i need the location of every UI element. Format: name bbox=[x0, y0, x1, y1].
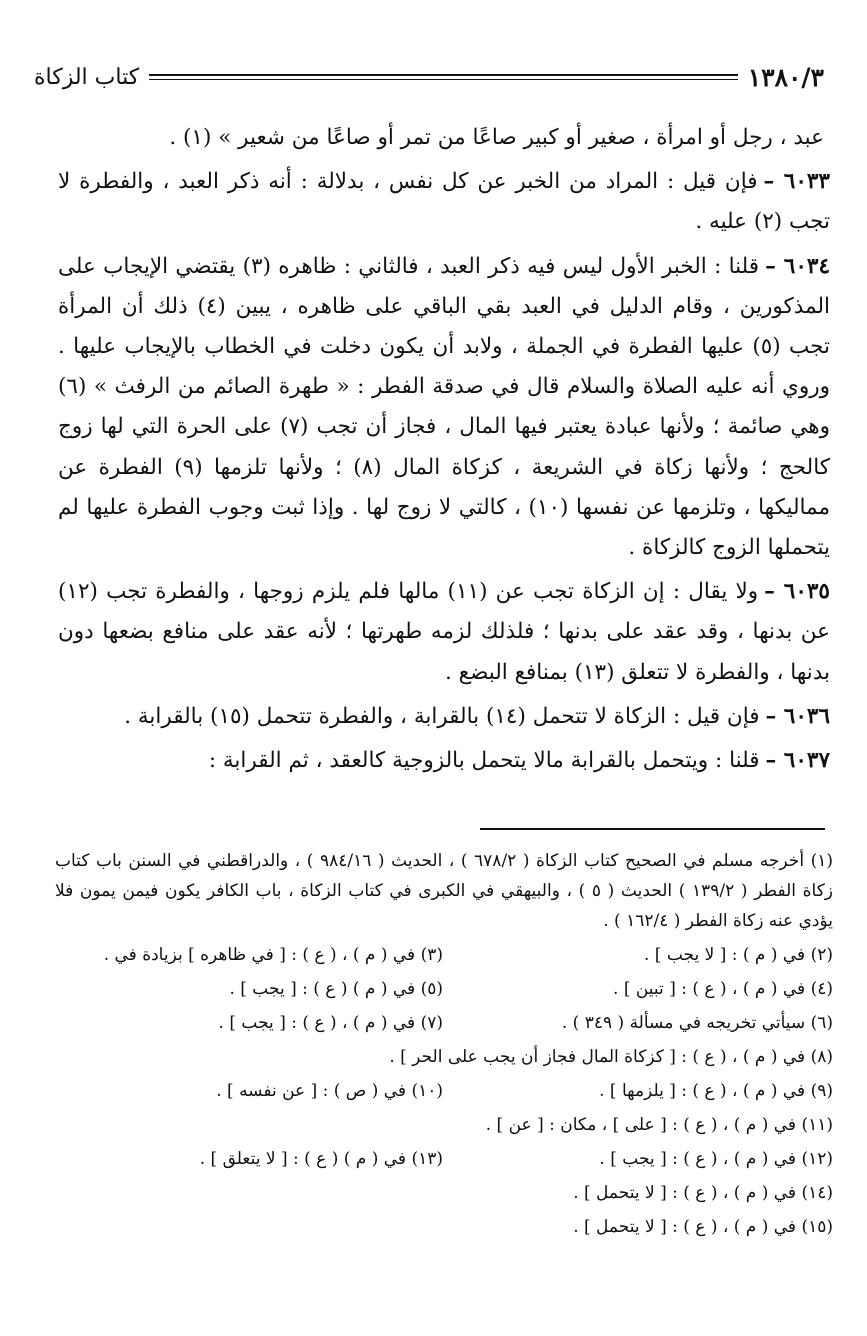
paragraph-text: ولا يقال : إن الزكاة تجب عن (١١) مالها فلم يلزم زوجها ، والفطرة تجب (١٢) عن بدنها ، وقد عقد على بدنها ؛ فلذلك لزمه طهرتها ؛ لأنه عقد على منافع بضعها دون بدنها ، والفطرة لا تتعلق (١٣) بمنافع البضع . bbox=[58, 579, 830, 685]
footnote: (١٣) في ( م ) ( ع ) : [ لا يتعلق ] . bbox=[199, 1149, 443, 1169]
footnote-separator bbox=[480, 828, 825, 830]
footnotes bbox=[55, 846, 833, 1244]
page-number: ١٣٨٠/٣ bbox=[747, 62, 824, 92]
footnote-row bbox=[55, 1210, 833, 1244]
paragraph-text: فإن قيل : الزكاة لا تتحمل (١٤) بالقرابة ، والفطرة تتحمل (١٥) بالقرابة . bbox=[124, 703, 760, 729]
footnote: (٩) في ( م ) ، ( ع ) : [ يلزمها ] . bbox=[599, 1081, 833, 1101]
paragraph-number: ٦٠٣٥ – bbox=[764, 579, 830, 605]
footnote: (٤) في ( م ) ، ( ع ) : [ تبين ] . bbox=[613, 979, 833, 999]
paragraph bbox=[58, 697, 830, 737]
footnote: (٥) في ( م ) ( ع ) : [ يجب ] . bbox=[229, 979, 443, 999]
paragraph-text: فإن قيل : المراد من الخبر عن كل نفس ، بدلالة : أنه ذكر العبد ، والفطرة لا تجب (٢) عليه . bbox=[58, 169, 830, 235]
paragraph-text: قلنا : ويتحمل بالقرابة مالا يتحمل بالزوجية كالعقد ، ثم القرابة : bbox=[208, 748, 760, 774]
paragraph-number: ٦٠٣٦ – bbox=[765, 703, 830, 729]
footnote: (٢) في ( م ) : [ لا يجب ] . bbox=[643, 945, 833, 965]
paragraph-number: ٦٠٣٤ – bbox=[765, 253, 830, 279]
paragraph bbox=[58, 118, 830, 158]
footnote-row bbox=[55, 1040, 833, 1074]
footnote: (١) أخرجه مسلم في الصحيح كتاب الزكاة ( ٦٧٨/٢ ) ، الحديث ( ٩٨٤/١٦ ) ، والدراقطني في السنن باب كتاب زكاة الفطر ( ١٣٩/٢ ) الحديث ( ٥ ) ، والبيهقي في الكبرى في كتاب الزكاة ، باب الكافر يكون فيمن يمون فلا يؤدي عنه زكاة الفطر ( ١٦٢/٤ ) . bbox=[55, 851, 833, 931]
paragraph-text: عبد ، رجل أو امرأة ، صغير أو كبير صاعًا من تمر أو صاعًا من شعير » (١) . bbox=[169, 125, 824, 150]
footnote: (١٤) في ( م ) ، ( ع ) : [ لا يتحمل ] . bbox=[573, 1183, 833, 1203]
footnote-row bbox=[55, 1176, 833, 1210]
running-header bbox=[34, 60, 824, 94]
paragraph-number: ٦٠٣٧ – bbox=[765, 748, 830, 774]
footnote: (٣) في ( م ) ، ( ع ) : [ في ظاهره ] بزيادة في . bbox=[103, 945, 443, 965]
paragraph-number: ٦٠٣٣ – bbox=[763, 169, 830, 195]
main-text bbox=[58, 118, 830, 785]
header-rule bbox=[149, 74, 738, 80]
footnote-row bbox=[55, 938, 833, 972]
footnote: (١١) في ( م ) ، ( ع ) : [ على ] ، مكان : [ عن ] . bbox=[485, 1115, 833, 1135]
footnote-row bbox=[55, 1108, 833, 1142]
paragraph bbox=[58, 741, 830, 781]
paragraph-text: قلنا : الخبر الأول ليس فيه ذكر العبد ، فالثاني : ظاهره (٣) يقتضي الإيجاب على المذكورين ، وقام الدليل في العبد بقي الباقي على ظاهره ، يبين (٤) ذلك أن المرأة تجب (٥) عليها الفطرة في الجملة ، ولابد أن يكون دخلت في الخطاب بالإيجاب عليها . وروي أنه عليه الصلاة والسلام قال في صدقة الفطر : « طهرة الصائم من الرفث » (٦) وهي صائمة ؛ ولأنها عبادة يعتبر فيها المال ، فجاز أن تجب (٧) على الحرة التي لها زوج كالحج ؛ ولأنها زكاة في الشريعة ، كزكاة المال (٨) ؛ ولأنها تلزمها (٩) الفطرة عن مماليكها ، وتلزمها عن نفسها (١٠) ، كالتي لا زوج لها . وإذا ثبت وجوب الفطرة عليها لم يتحملها الزوج كالزكاة . bbox=[58, 253, 831, 561]
footnote: (٦) سيأتي تخريجه في مسألة ( ٣٤٩ ) . bbox=[561, 1013, 833, 1033]
footnote: (١٢) في ( م ) ، ( ع ) : [ يجب ] . bbox=[599, 1149, 833, 1169]
paragraph bbox=[58, 162, 830, 242]
footnote: (١٠) في ( ص ) : [ عن نفسه ] . bbox=[216, 1081, 443, 1101]
footnote-row bbox=[55, 1006, 833, 1040]
paragraph bbox=[58, 247, 830, 569]
footnote: (١٥) في ( م ) ، ( ع ) : [ لا يتحمل ] . bbox=[573, 1217, 833, 1237]
footnote-row bbox=[55, 972, 833, 1006]
footnote-row bbox=[55, 1142, 833, 1176]
book-title: كتاب الزكاة bbox=[34, 64, 140, 90]
paragraph bbox=[58, 572, 830, 693]
footnote-row bbox=[55, 1074, 833, 1108]
footnote: (٨) في ( م ) ، ( ع ) : [ كزكاة المال فجاز أن يجب على الحر ] . bbox=[389, 1047, 833, 1067]
footnote: (٧) في ( م ) ، ( ع ) : [ يجب ] . bbox=[218, 1013, 443, 1033]
